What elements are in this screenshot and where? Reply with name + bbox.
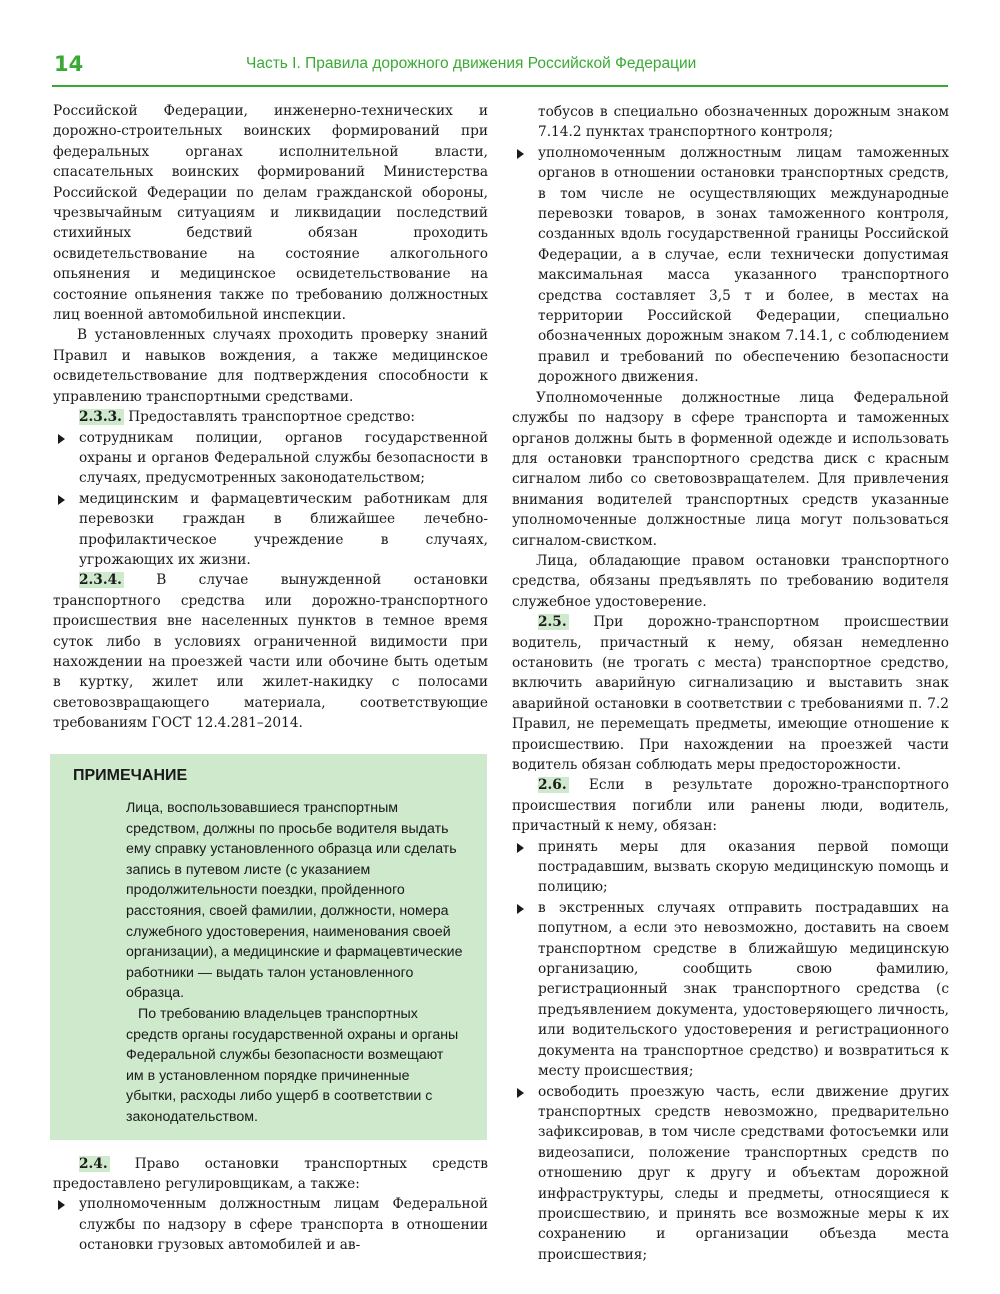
paragraph-continuation: Российской Федерации, инженерно-технических и дорожно-строительных воинских формирований при федеральных органах исполнительной власти, спасательных воинских формирований Министерства Российской Федерации по делам гражданской обороны, чрезвычайным ситуациям и ликвидации последствий стихийных бедствий обязан проходить освидетельствование на состояние алкогольного опьянения и медицинское освидетельствование на состояние опьянения также по требованию должностных лиц военной автомобильной инспекции.	[53, 103, 488, 324]
paragraph-certificate: Лица, обладающие правом остановки транспортного средства, обязаны предъявлять по требованию водителя служебное удостоверение.	[512, 552, 949, 610]
section-2-4	[53, 1154, 488, 1195]
note-body	[50, 798, 487, 1128]
header-rule	[52, 85, 948, 87]
note-paragraph: По требованию владельцев транспортных средств органы государственной охраны и органы Федеральной службы безопасности возмещают им в установленном порядке причиненные убытки, расходы либо ущерб в соответствии с законодательством.	[126, 1005, 459, 1125]
note-title: ПРИМЕЧАНИЕ	[73, 766, 188, 784]
section-2-3-4	[53, 570, 488, 733]
section-number: 2.6.	[538, 777, 567, 794]
continuation-text: тобусов в специально обозначенных дорожным знаком 7.14.2 пунктах транспортного контроля;	[538, 104, 949, 141]
list-item: уполномоченным должностным лицам таможенных органов в отношении остановки транспортных средств, в том числе не осуществляющих международные перевозки товаров, в зонах таможенного контроля, созданных вдоль государственной границы Российской Федерации, а в случае, если технически допустимая максимальная масса указанного транспортного средства составляет 3,5 т и более, в местах на территории Российской Федерации, специально обозначенных дорожным знаком 7.14.1, с соблюдением правил и требований по обеспечению безопасности дорожного движения.	[512, 143, 949, 388]
paragraph-uniform: Уполномоченные должностные лица Федеральной службы по надзору в сфере транспорта и таможенных органов должны быть в форменной одежде и использовать для остановки транспортного средства диск с красным сигналом либо со световозвращателем. Для привлечения внимания водителей транспортных средств указанные уполномоченные должностные лица могут пользоваться сигналом-свистком.	[512, 389, 949, 549]
section-text: Предоставлять транспортное средство:	[123, 409, 416, 426]
left-column	[53, 101, 488, 1256]
list-item: медицинским и фармацевтическим работникам для перевозки граждан в ближайшее лечебно-профилактическое учреждение в случаях, угрожающих их жизни.	[53, 489, 488, 571]
section-number: 2.3.3.	[79, 409, 122, 426]
list-item: сотрудникам полиции, органов государственной охраны и органов Федеральной службы безопасности в случаях, предусмотренных законодательством;	[53, 428, 488, 489]
section-text: Если в результате дорожно-транспортного происшествия погибли или ранены люди, водитель, причастный к нему, обязан:	[512, 777, 949, 835]
page-number: 14	[54, 52, 84, 76]
list-item: принять меры для оказания первой помощи пострадавшим, вызвать скорую медицинскую помощь и полицию;	[512, 837, 949, 898]
page-header	[52, 52, 952, 82]
section-2-6	[512, 775, 949, 836]
section-number: 2.3.4.	[79, 572, 122, 589]
section-number: 2.5.	[538, 614, 567, 631]
right-column	[512, 102, 949, 1265]
section-text: При дорожно-транспортном происшествии водитель, причастный к нему, обязан немедленно остановить (не трогать с места) транспортное средство, включить аварийную сигнализацию и выставить знак аварийной остановки в соответствии с требованиями п. 7.2 Правил, не перемещать предметы, имеющие отношение к происшествию. При нахождении на проезжей части водитель обязан соблюдать меры предосторожности.	[512, 614, 949, 773]
paragraph-knowledge-check: В установленных случаях проходить проверку знаний Правил и навыков вождения, а также медицинское освидетельствование для подтверждения способности к управлению транспортными средствами.	[53, 327, 488, 405]
note-paragraph: Лица, воспользовавшиеся транспортным средством, должны по просьбе водителя выдать ему справку установленного образца или сделать запись в путевом листе (с указанием продолжительности поездки, пройденного расстояния, своей фамилии, должности, номера служебного удостоверения, наименования своей организации), а медицинские и фармацевтические работники — выдать талон установленного образца.	[126, 800, 463, 1002]
section-2-3-3	[53, 407, 488, 427]
list-item: освободить проезжую часть, если движение других транспортных средств невозможно, предварительно зафиксировав, в том числе средствами фотосъемки или видеозаписи, положение транспортных средств по отношению друг к другу и объектам дорожной инфраструктуры, следы и предметы, относящиеся к происшествию, и принять все возможные меры к их сохранению и организации объезда места происшествия;	[512, 1082, 949, 1266]
section-text: Право остановки транспортных средств предоставлено регулировщикам, а также:	[53, 1155, 488, 1192]
list-item-continuation	[512, 102, 949, 143]
section-number: 2.4.	[79, 1155, 108, 1172]
running-title: Часть I. Правила дорожного движения Российской Федерации	[246, 55, 697, 72]
list-item: в экстренных случаях отправить пострадавших на попутном, а если это невозможно, доставить на своем транспортном средстве в ближайшую медицинскую организацию, сообщить свою фамилию, регистрационный знак транспортного средства (с предъявлением документа, удостоверяющего личность, или водительского удостоверения и регистрационного документа на транспортное средство) и возвратиться к месту происшествия;	[512, 898, 949, 1082]
list-item: уполномоченным должностным лицам Федеральной службы по надзору в сфере транспорта в отношении остановки грузовых автомобилей и ав-	[53, 1194, 488, 1255]
note-box	[50, 754, 487, 1140]
section-2-5	[512, 612, 949, 775]
section-text: В случае вынужденной остановки транспортного средства или дорожно-транспортного происшествия вне населенных пунктов в темное время суток либо в условиях ограниченной видимости при нахождении на проезжей части или обочине быть одетым в куртку, жилет или жилет-накидку с полосами световозвращающего материала, соответствующие требованиям ГОСТ 12.4.281–2014.	[53, 572, 488, 732]
